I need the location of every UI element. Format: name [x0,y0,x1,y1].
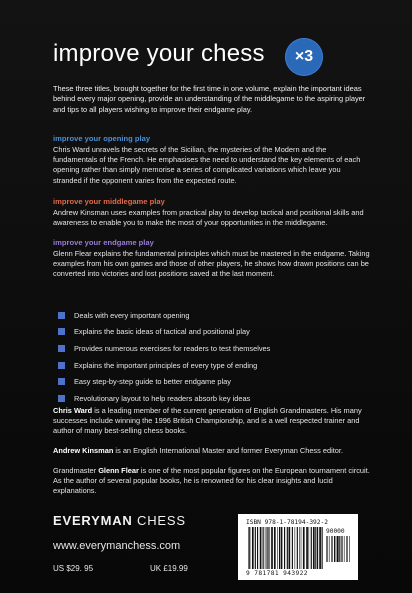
barcode-bar [341,536,342,562]
barcode-bar [349,536,350,562]
barcode-bar [281,527,283,569]
barcode-bar [303,527,305,569]
barcode-bar [301,527,302,569]
section-body: Chris Ward unravels the secrets of the Sicilian, the mysteries of the Modern and the fundamentals of the French. He emphasises the need to understand the key elements of each opening rather than simply memorise a series of complicated variations which leave you stranded if the opponent varies from the expected route. [53,145,361,185]
section-body: Glenn Flear explains the fundamental principles which must be mastered in the endgame. Taking examples from his own games and those of other players, he shows how drawn positions can be converted into victories and lost positions saved at the last moment. [53,249,370,279]
author-bio-kinsman [53,446,373,456]
section-heading: improve your opening play [53,134,151,143]
barcode-bar [268,527,269,569]
barcode-bar [326,536,327,562]
barcode-bar [322,527,323,569]
barcode-bar [260,527,262,569]
barcode-bar [279,527,280,569]
author-bio-text: is an English International Master and former Everyman Chess editor. [113,446,344,455]
publisher-name-rest: CHESS [132,513,186,528]
barcode-bar [315,527,316,569]
isbn-number: ISBN 978-1-78194-392-2 [246,519,328,526]
author-title-prefix: Grandmaster [53,466,99,475]
barcode-bar [311,527,312,569]
author-name: Andrew Kinsman [53,446,114,455]
section-heading: improve your endgame play [53,238,154,247]
list-item-text: Provides numerous exercises for readers to test themselves [74,343,271,353]
barcode-bar [289,527,291,569]
barcode-bar [248,527,249,569]
barcode-bar [327,536,328,562]
section-heading: improve your middlegame play [53,197,165,206]
author-bio-flear [53,466,373,497]
barcode-panel [238,514,358,580]
supplement-number: 90000 [326,528,345,535]
barcode-bar [346,536,347,562]
barcode-bar [263,527,264,569]
barcode-bar [274,527,276,569]
barcode-bar [309,527,310,569]
publisher-website: www.everymanchess.com [53,540,181,552]
barcode-bar [331,536,332,562]
supplement-barcode [326,536,352,562]
barcode-bar [287,527,288,569]
author-bio-text: is a leading member of the current generation of English Grandmasters. His many successes include winning the 1996 British Championship, and is a well respected trainer and author of many best-selling chess books. [53,406,362,436]
barcode-bar [344,536,345,562]
barcode-bar [265,527,266,569]
intro-paragraph: These three titles, brought together for the first time in one volume, explain the important ideas behind every major opening, provide an understanding of the middlegame to the aspiring player and tips to all players wishing to improve their endgame play. [53,84,366,114]
list-item [58,324,358,341]
barcode-bar [249,527,250,569]
barcode-bar [271,527,273,569]
section-middlegame [53,197,371,228]
barcode-bar [332,536,333,562]
barcode-bar [255,527,256,569]
times-three-badge: ×3 [285,38,323,76]
barcode-bar [313,527,315,569]
price-uk: UK £19.99 [150,564,188,573]
list-item [58,340,358,357]
barcode-bar [252,527,254,569]
barcode-bar [292,527,293,569]
bullet-square-icon [58,395,65,402]
barcode-bar [269,527,270,569]
barcode-bar [337,536,339,562]
list-item-text: Explains the basic ideas of tactical and positional play [74,327,250,337]
barcode-bar [334,536,335,562]
barcode-bar [336,536,337,562]
barcode-bar [277,527,278,569]
barcode-bar [319,527,321,569]
list-item-text: Explains the important principles of every type of ending [74,360,258,370]
bullet-square-icon [58,328,65,335]
barcode-bar [267,527,268,569]
list-item-text: Easy step-by-step guide to better endgame play [74,377,231,387]
bullet-square-icon [58,378,65,385]
list-item [58,307,358,324]
author-bio-text: is one of the most popular figures on the European tournament circuit. As the author of several popular books, he is renowned for his clear insights and lucid explanations. [53,466,370,496]
author-name: Chris Ward [53,406,93,415]
barcode-bar [347,536,348,562]
list-item-text: Deals with every important opening [74,310,190,320]
author-name: Glenn Flear [98,466,139,475]
barcode-bar [297,527,298,569]
barcode-bar [257,527,258,569]
barcode-bar [329,536,330,562]
bullet-square-icon [58,362,65,369]
publisher-logo [53,513,186,528]
barcode-bar [299,527,300,569]
section-body: Andrew Kinsman uses examples from practical play to develop tactical and positional skills and awareness to enable you to make the most of your opportunities in the middlegame. [53,208,364,228]
cover-title: improve your chess [53,40,265,67]
section-opening [53,134,371,186]
list-item [58,373,358,390]
list-item [58,357,358,374]
feature-list [58,307,358,407]
section-endgame [53,238,371,280]
publisher-name-bold: EVERYMAN [53,513,133,528]
list-item [58,390,358,407]
price-us: US $29. 95 [53,564,94,573]
list-item-text: Revolutionary layout to help readers absorb key ideas [74,393,251,403]
ean-number: 9 781781 943922 [246,570,308,577]
barcode-bar [306,527,308,569]
ean-barcode [248,527,324,569]
title-row [53,40,343,76]
bullet-square-icon [58,345,65,352]
barcode-bar [295,527,296,569]
barcode-bar [284,527,285,569]
barcode-bar [342,536,343,562]
bullet-square-icon [58,312,65,319]
barcode-bar [317,527,318,569]
barcode-bar [339,536,340,562]
author-bio-ward [53,406,373,437]
